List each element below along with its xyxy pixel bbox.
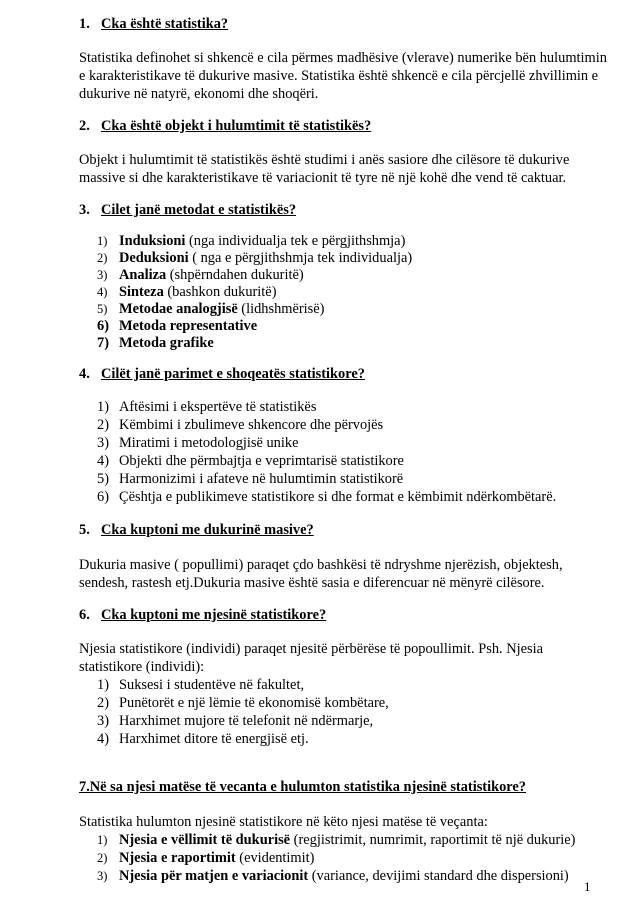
q2-number: 2.: [79, 118, 90, 134]
q4-item-text: Harmonizimi i afateve në hulumtimin statistikorë: [119, 471, 404, 487]
q6-item-number: 2): [97, 695, 109, 711]
q4-item: [97, 416, 383, 434]
q7-title: 7.Në sa njesi matëse të vecanta e hulumton statistika njesinë statistikore?: [79, 779, 527, 795]
q3-item: [97, 300, 324, 318]
q6-item: [97, 676, 304, 694]
q2-heading: [79, 117, 371, 135]
q4-item-text: Këmbimi i zbulimeve shkencore dhe përvojës: [119, 417, 384, 433]
q3-item-desc: (shpërndahen dukuritë): [166, 267, 304, 283]
q5-title: Cka kuptoni me dukurinë masive?: [101, 522, 314, 538]
q4-heading: [79, 365, 365, 383]
q6-title: Cka kuptoni me njesinë statistikore?: [101, 607, 327, 623]
q3-item-term: Sinteza: [119, 284, 164, 300]
q6-item: [97, 694, 389, 712]
q3-item: [97, 232, 405, 250]
q4-item-text: Çështja e publikimeve statistikore si dhe format e këmbimit ndërkombëtarë.: [119, 489, 557, 505]
q6-item-text: Suksesi i studentëve në fakultet,: [119, 677, 305, 693]
q4-item: [97, 470, 403, 488]
q7-item-number: 2): [97, 851, 108, 865]
q6-item-number: 1): [97, 677, 109, 693]
q4-item-number: 5): [97, 471, 109, 487]
q3-item-term: Analiza: [119, 267, 167, 283]
q5-number: 5.: [79, 522, 90, 538]
q3-item-number: 5): [97, 302, 108, 316]
q2-line-1: Objekt i hulumtimit të statistikës është studimi i anës sasiore dhe cilësore të dukurive: [79, 152, 570, 168]
q4-item-number: 3): [97, 435, 109, 451]
q4-item-text: Miratimi i metodologjisë unike: [119, 435, 299, 451]
q3-item-number: 3): [97, 268, 108, 282]
q3-item-term: Deduksioni: [119, 250, 189, 266]
q3-item-desc: (lidhshmërisë): [237, 301, 325, 317]
q7-item-term: Njesia për matjen e variacionit: [119, 868, 309, 884]
q7-item-desc: (evidentimit): [235, 850, 315, 866]
q1-title: Cka është statistika?: [101, 16, 229, 32]
q3-item-desc: (nga individualja tek e përgjithshmja): [185, 233, 406, 249]
q6-item: [97, 712, 373, 730]
q3-item-number: 2): [97, 251, 108, 265]
q7-item: [97, 849, 314, 867]
q1-line-3: dukurive në natyrë, ekonomi dhe shoqëri.: [79, 86, 319, 102]
q3-item-number: 1): [97, 234, 108, 248]
q3-number: 3.: [79, 202, 90, 218]
q7-item-number: 3): [97, 869, 108, 883]
q6-item-number: 4): [97, 731, 109, 747]
q7-item-desc: (variance, devijimi standard dhe dispersioni): [308, 868, 569, 884]
q6-line-2: statistikore (individi):: [79, 659, 205, 675]
q3-item-number: 6): [97, 318, 109, 334]
q6-line-1: Njesia statistikore (individi) paraqet njesitë përbërëse të popoullimit. Psh. Njesia: [79, 641, 543, 657]
q3-item: [97, 317, 257, 335]
q3-item: [97, 283, 276, 301]
q5-line-1: Dukuria masive ( popullimi) paraqet çdo bashkësi të ndryshme njerëzish, objektesh,: [79, 557, 563, 573]
q6-item-text: Punëtorët e një lëmie të ekonomisë kombëtare,: [119, 695, 389, 711]
q1-heading: [79, 15, 228, 33]
q7-item: [97, 867, 569, 885]
q4-item-number: 1): [97, 399, 109, 415]
q3-item: [97, 249, 412, 267]
q7-intro: Statistika hulumton njesinë statistikore në këto njesi matëse të veçanta:: [79, 814, 488, 830]
q7-item-term: Njesia e raportimit: [119, 850, 236, 866]
q5-line-2: sendesh, rastesh etj.Dukuria masive është sasia e diferencuar në mënyrë cilësore.: [79, 575, 545, 591]
q3-item-term: Metoda grafike: [119, 335, 214, 351]
q4-item-text: Objekti dhe përmbajtja e veprimtarisë statistikore: [119, 453, 404, 469]
q6-item-text: Harxhimet mujore të telefonit në ndërmarje,: [119, 713, 374, 729]
page-number: 1: [584, 879, 591, 894]
q7-item-term: Njesia e vëllimit të dukurisë: [119, 832, 291, 848]
q6-item-text: Harxhimet ditore të energjisë etj.: [119, 731, 309, 747]
q4-item: [97, 488, 556, 506]
q3-item-number: 4): [97, 285, 108, 299]
q5-heading: [79, 521, 314, 539]
q6-heading: [79, 606, 326, 624]
q3-item-term: Metodae analogjisë: [119, 301, 238, 317]
q4-item: [97, 434, 298, 452]
q1-line-2: e karakteristikave të dukurive masive. Statistika është shkencë e cila përcjellë zhvillimin e: [79, 68, 599, 84]
q4-item-number: 6): [97, 489, 109, 505]
q3-item-term: Induksioni: [119, 233, 186, 249]
q4-title: Cilët janë parimet e shoqeatës statistikore?: [101, 366, 365, 382]
q7-item-desc: (regjistrimit, numrimit, raportimit të një dukurie): [290, 832, 576, 848]
q2-line-2: massive si dhe karakteristikave të variacionit të tyre në një kohë dhe vend të caktuar.: [79, 170, 567, 186]
q3-item-desc: (bashkon dukuritë): [163, 284, 277, 300]
q7-item: [97, 831, 575, 849]
q3-item-term: Metoda representative: [119, 318, 258, 334]
q4-number: 4.: [79, 366, 90, 382]
q6-item: [97, 730, 309, 748]
q3-item: [97, 266, 304, 284]
q4-item: [97, 452, 404, 470]
q4-item-text: Aftësimi i ekspertëve të statistikës: [119, 399, 317, 415]
q4-item-number: 2): [97, 417, 109, 433]
q1-line-1: Statistika definohet si shkencë e cila përmes madhësive (vlerave) numerike bën hulumtimin: [79, 50, 607, 66]
q2-title: Cka është objekt i hulumtimit të statistikës?: [101, 118, 372, 134]
q1-number: 1.: [79, 16, 90, 32]
q6-number: 6.: [79, 607, 90, 623]
q7-item-number: 1): [97, 833, 108, 847]
q4-item-number: 4): [97, 453, 109, 469]
q3-item-number: 7): [97, 335, 109, 351]
q3-item-desc: ( nga e përgjithshmja tek individualja): [188, 250, 413, 266]
q3-title: Cilet janë metodat e statistikës?: [101, 202, 297, 218]
q3-heading: [79, 201, 296, 219]
q4-item: [97, 398, 316, 416]
q3-item: [97, 334, 214, 352]
q6-item-number: 3): [97, 713, 109, 729]
